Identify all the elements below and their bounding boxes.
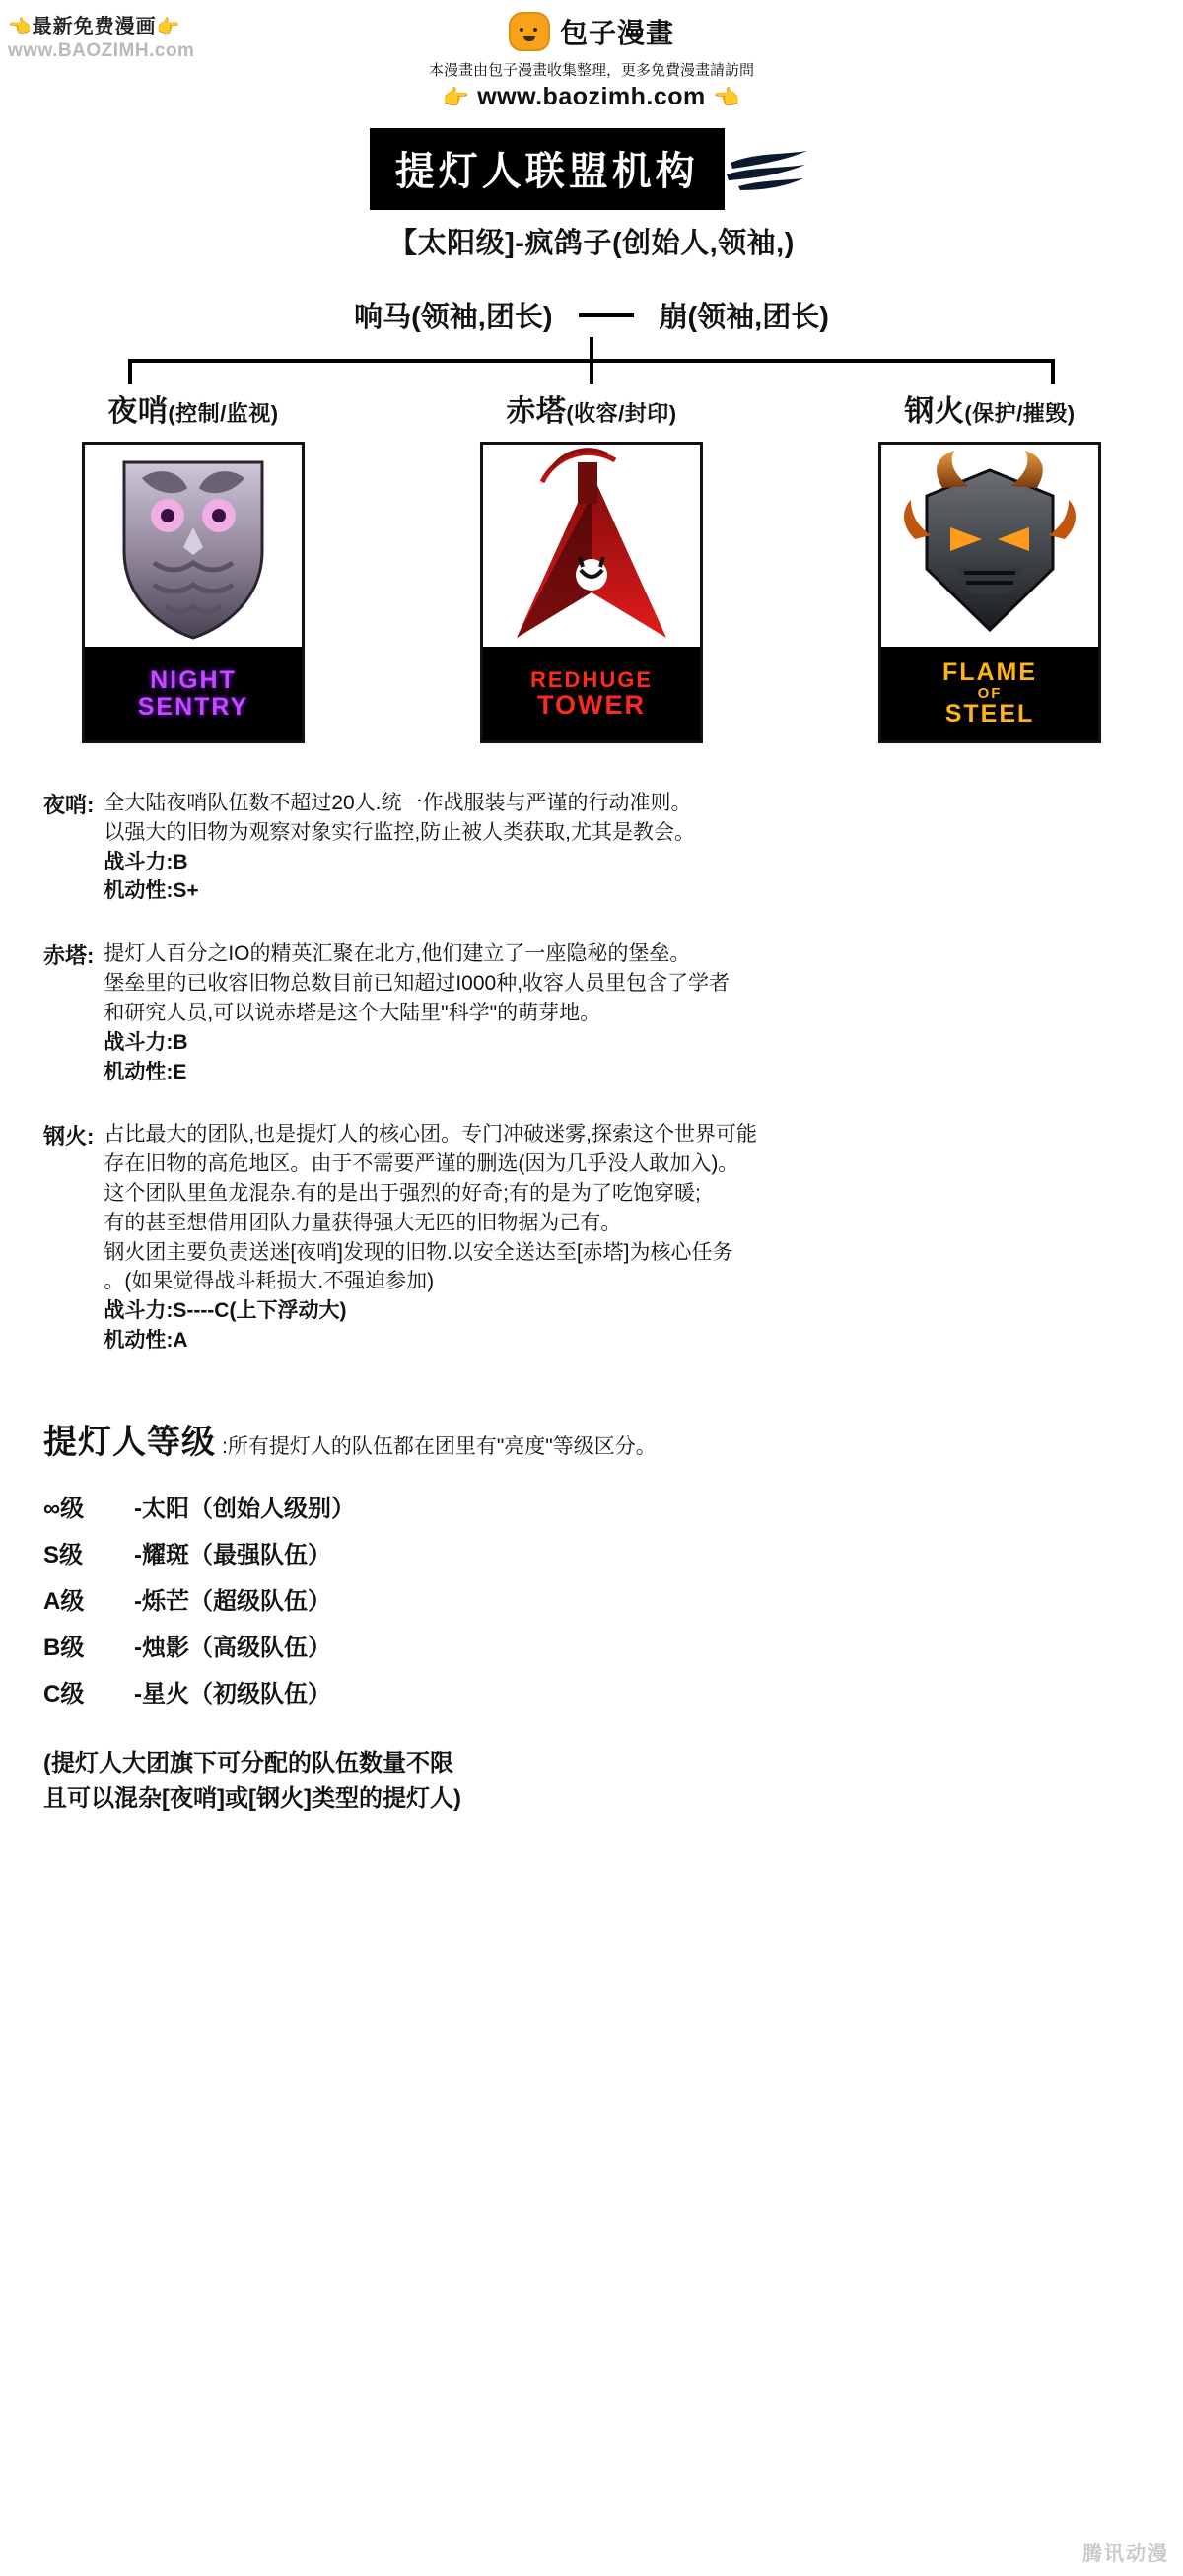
emblem-name-line-3: STEEL <box>944 700 1035 729</box>
description-label: 钢火: <box>43 1124 95 1149</box>
bun-logo-icon <box>509 12 550 51</box>
org-role: (收容/封印) <box>566 401 677 426</box>
ink-swish-icon <box>725 149 809 192</box>
rank-value: -太阳（创始人级别） <box>134 1495 355 1522</box>
brand-name: 包子漫畫 <box>559 18 674 48</box>
org-card-flame-of-steel <box>822 386 1157 743</box>
hierarchy-top-node: 【太阳级]-疯鸽子(创始人,领袖,) <box>388 228 795 259</box>
rank-row <box>43 1489 1144 1523</box>
brand-url[interactable]: www.baozimh.com <box>477 83 706 110</box>
description-line: 这个团队里鱼龙混杂.有的是出于强烈的好奇;有的是为了吃饱穿暖; <box>104 1181 701 1205</box>
hand-right-icon-2: 👉 <box>442 85 470 109</box>
rank-row <box>43 1581 1144 1616</box>
connector-drop-2 <box>590 359 593 384</box>
description-line: 存在旧物的高危地区。由于不需要严谨的删选(因为几乎没人敢加入)。 <box>104 1152 739 1176</box>
org-title-flame-of-steel <box>822 386 1157 430</box>
rank-note-line: (提灯人大团旗下可分配的队伍数量不限 <box>43 1749 453 1776</box>
rank-grade: C级 <box>43 1680 85 1707</box>
description-line: 有的甚至想借用团队力量获得强大无匹的旧物据为己有。 <box>104 1211 622 1234</box>
description-red-tower <box>43 940 1144 1086</box>
rank-grade: S级 <box>43 1541 84 1568</box>
description-line: 以强大的旧物为观察对象实行监控,防止被人类获取,尤其是教会。 <box>104 820 695 844</box>
hierarchy-link <box>579 313 634 317</box>
emblem-name-flame-of-steel <box>881 647 1098 740</box>
org-title-night-sentry <box>26 386 361 430</box>
top-banner <box>0 0 1183 118</box>
description-line: 堡垒里的已收容旧物总数目前已知超过I000种,收容人员里包含了学者 <box>104 972 731 996</box>
description-line: 。(如果觉得战斗耗损大.不强迫参加) <box>104 1270 435 1293</box>
stat-combat: 战斗力:S----C(上下浮动大) <box>104 1299 347 1323</box>
rank-grade: B级 <box>43 1634 85 1661</box>
description-line: 全大陆夜哨队伍数不超过20人.统一作战服装与严谨的行动准则。 <box>104 792 692 814</box>
description-line: 提灯人百分之IO的精英汇聚在北方,他们建立了一座隐秘的堡垒。 <box>104 942 691 966</box>
description-line: 占比最大的团队,也是提灯人的核心团。专门冲破迷雾,探索这个世界可能 <box>104 1123 757 1147</box>
connector-drop-1 <box>128 359 132 384</box>
org-name: 赤塔 <box>506 395 567 428</box>
rank-value: -星火（初级队伍） <box>134 1680 331 1707</box>
description-label: 夜哨: <box>43 793 95 817</box>
emblem-name-red-tower <box>483 647 700 740</box>
hierarchy-node-leader-1: 响马(领袖,团长) <box>354 302 553 333</box>
org-cards <box>0 386 1183 743</box>
emblem-red-tower <box>480 442 703 743</box>
rank-note <box>43 1746 1144 1817</box>
stat-mobility: 机动性:A <box>104 1329 188 1352</box>
hand-left-icon-2: 👈 <box>713 85 741 109</box>
watermark-line2: www.BAOZIMH.com <box>8 40 195 61</box>
rank-row <box>43 1535 1144 1569</box>
emblem-name-line-2: SENTRY <box>137 692 249 721</box>
rank-heading-row <box>43 1415 1144 1463</box>
red-tower-emblem-icon <box>483 445 700 647</box>
hierarchy-connector <box>0 337 1183 384</box>
brand-subtitle: 本漫畫由包子漫畫收集整理，更多免費漫畫請訪問 <box>428 62 754 79</box>
rank-value: -烁芒（超级队伍） <box>134 1587 331 1615</box>
org-card-night-sentry <box>26 386 361 743</box>
description-night-sentry <box>43 789 1144 906</box>
owl-shield-emblem-icon <box>85 445 302 647</box>
org-name: 钢火 <box>904 395 965 428</box>
rank-value: -烛影（高级队伍） <box>134 1634 331 1661</box>
page-title: 提灯人联盟机构 <box>370 128 725 210</box>
rank-grade: A级 <box>43 1587 85 1615</box>
description-body <box>104 940 730 1086</box>
emblem-flame-of-steel <box>878 442 1101 743</box>
watermark-bottom-right: 腾讯动漫 <box>1082 2543 1169 2565</box>
brand-header <box>0 12 1183 56</box>
flame-helm-emblem-icon <box>881 445 1098 647</box>
description-label: 赤塔: <box>43 943 95 969</box>
org-title-red-tower <box>424 386 759 430</box>
description-body <box>104 1120 757 1356</box>
org-name: 夜哨 <box>107 395 169 428</box>
emblem-name-line-1: NIGHT <box>150 666 237 695</box>
org-hierarchy <box>0 221 1183 743</box>
emblem-name-line-2: TOWER <box>537 689 646 720</box>
stat-combat: 战斗力:B <box>104 1030 188 1054</box>
hand-right-icon: 👉 <box>156 17 181 37</box>
description-body <box>104 789 695 906</box>
rank-row <box>43 1628 1144 1662</box>
org-card-red-tower <box>424 386 759 743</box>
description-line: 钢火团主要负责送迷[夜哨]发现的旧物.以安全送达至[赤塔]为核心任务 <box>104 1240 733 1264</box>
hierarchy-second-level <box>0 295 1183 335</box>
emblem-night-sentry <box>82 442 305 743</box>
rank-grade: ∞级 <box>43 1495 85 1522</box>
rank-subheading: :所有提灯人的队伍都在团里有"亮度"等级区分。 <box>222 1434 657 1458</box>
description-line: 和研究人员,可以说赤塔是这个大陆里"科学"的萌芽地。 <box>104 1001 601 1024</box>
rank-value: -耀斑（最强队伍） <box>134 1541 331 1568</box>
rank-section <box>0 1415 1183 1817</box>
org-descriptions <box>0 789 1183 1356</box>
connector-drop-3 <box>1051 359 1055 384</box>
org-role: (控制/监视) <box>168 401 279 426</box>
emblem-name-line-1: REDHUGE <box>529 666 653 692</box>
emblem-name-line-2: OF <box>977 684 1003 702</box>
stat-combat: 战斗力:B <box>104 850 188 873</box>
brand-url-row <box>0 83 1183 111</box>
page-title-wrap <box>0 128 1183 213</box>
hierarchy-node-leader-2: 崩(领袖,团长) <box>659 302 829 333</box>
org-role: (保护/摧毁) <box>964 401 1076 426</box>
emblem-name-line-1: FLAME <box>941 659 1038 687</box>
rank-note-line: 且可以混杂[夜哨]或[钢火]类型的提灯人) <box>43 1784 461 1812</box>
hand-left-icon: 👈 <box>8 17 33 37</box>
rank-row <box>43 1674 1144 1708</box>
connector-stem <box>590 337 593 359</box>
description-flame-of-steel <box>43 1120 1144 1356</box>
stat-mobility: 机动性:S+ <box>104 879 199 903</box>
emblem-name-night-sentry <box>85 647 302 740</box>
stat-mobility: 机动性:E <box>104 1060 187 1083</box>
rank-heading: 提灯人等级 <box>43 1423 216 1461</box>
watermark-line1: 最新免费漫画 <box>32 16 157 37</box>
